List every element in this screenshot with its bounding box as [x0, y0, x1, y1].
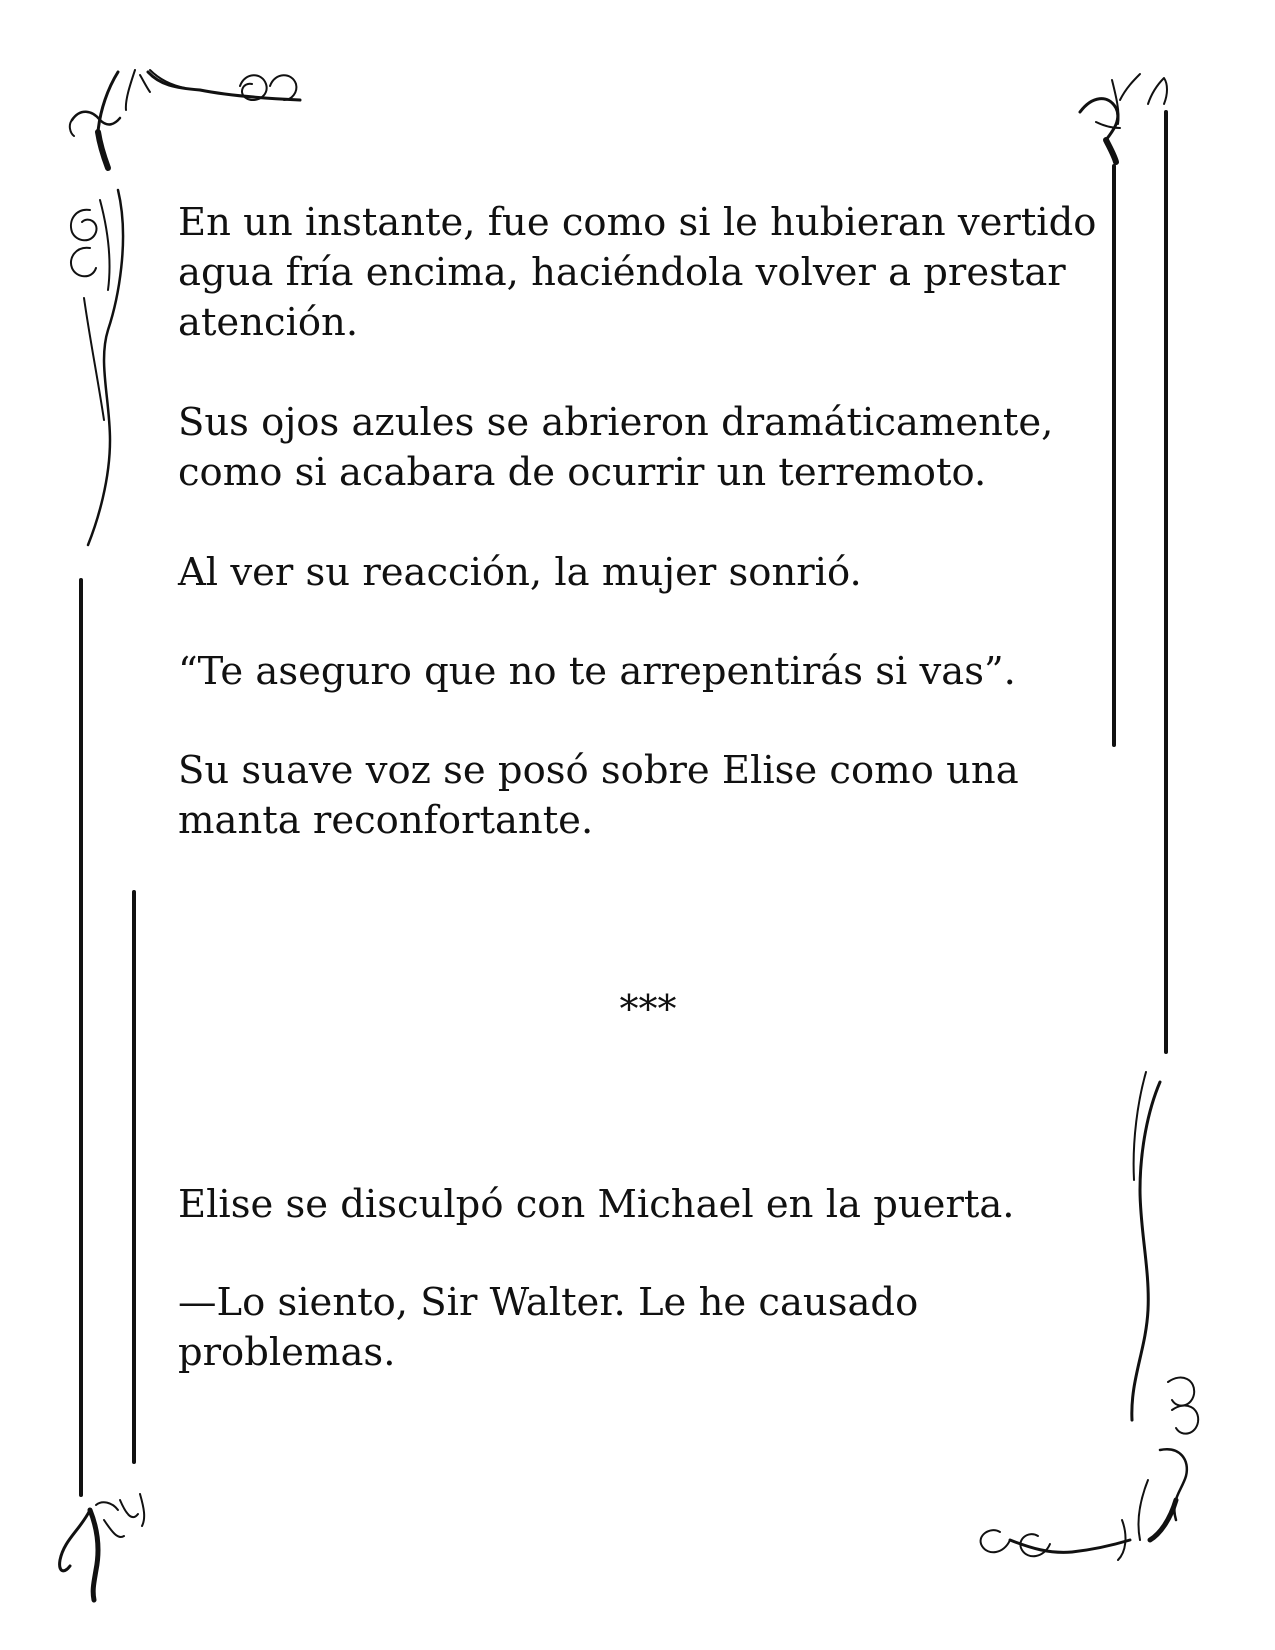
bottom-left-flourish-icon: [60, 1494, 145, 1600]
scene-separator: ***: [619, 987, 677, 1031]
paragraph-7: —Lo siento, Sir Walter. Le he causado problemas.: [178, 1280, 919, 1375]
paragraph-6: Elise se disculpó con Michael en la puerta.: [178, 1182, 1015, 1227]
paragraph-4: “Te aseguro que no te arrepentirás si vas”.: [178, 649, 1016, 694]
paragraph-3: Al ver su reacción, la mujer sonrió.: [178, 550, 862, 595]
top-right-flourish-icon: [1080, 74, 1167, 162]
paragraph-2: Sus ojos azules se abrieron dramáticamente, como si acabara de ocurrir un terremoto.: [178, 400, 1054, 495]
paragraph-5: Su suave voz se posó sobre Elise como una manta reconfortante.: [178, 748, 1019, 843]
paragraph-1: En un instante, fue como si le hubieran vertido agua fría encima, haciéndola volver a prestar atención.: [178, 200, 1097, 345]
